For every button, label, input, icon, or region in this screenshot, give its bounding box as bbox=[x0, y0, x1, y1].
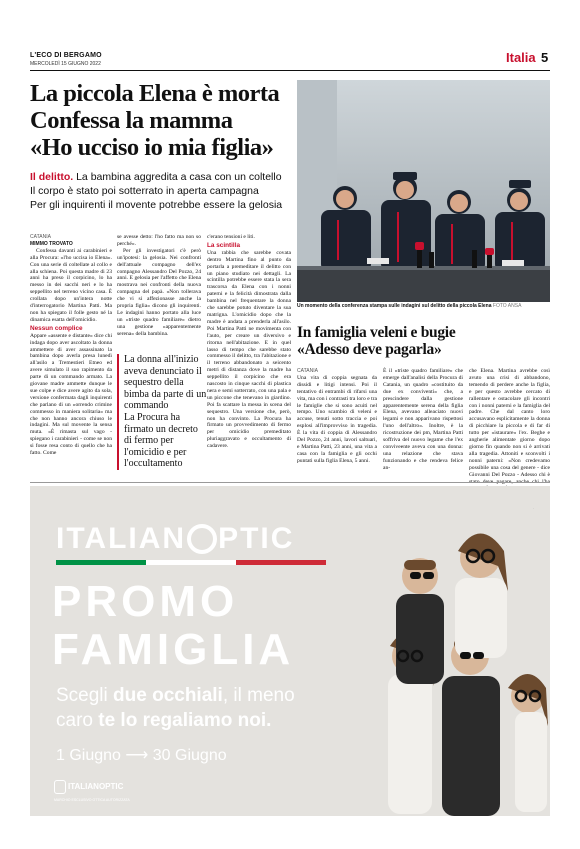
promo-dates bbox=[56, 745, 227, 765]
headline-line-3: «Ho ucciso io mia figlia» bbox=[30, 134, 274, 161]
pull-quote-2: La Procura ha firmato un decreto di fermo per l'omicidio e per l'occultamento bbox=[117, 412, 208, 470]
pull-quote-1: La donna all'inizio aveva denunciato il sequestro della bimba da parte di un commando bbox=[117, 354, 208, 412]
second-paragraph-3: che Elena. Martina avrebbe così avuto una crisi di abbandono, temendo di perdere anche la figlia, e per questo avrebbe cercato di rallentare e ostacolare gli incontri con i nonni paterni e la famiglia del padre. Che dal canto loro accusavano esplicitamente la donna di picchiare la piccola e di far di tutto per «istaurare» l'ex. Beghe e angherie alimentate giorno dopo giorno fin quando non si è arrivati alla tragedia. Attoniti e sconvolti i nonni paterni: «Non credevamo possibile una cosa del genere - dice Giovanni Del Pozzo - Adesso chi è bbox=[469, 368, 550, 478]
press-conference-photo bbox=[297, 80, 550, 302]
lead-subheading-2: La scintilla bbox=[207, 241, 241, 249]
page-number: 5 bbox=[541, 50, 549, 65]
lead-column-3 bbox=[207, 234, 291, 450]
ad-vertical-code: · bbox=[531, 508, 536, 510]
lead-column-2 bbox=[117, 234, 201, 338]
tag-1a: Scegli bbox=[56, 685, 114, 706]
section-label: Italia bbox=[506, 50, 536, 65]
headline-line-2: Confessa la mamma bbox=[30, 107, 233, 134]
owl-o-icon bbox=[187, 524, 217, 554]
date-to: 30 Giugno bbox=[152, 747, 227, 764]
second-paragraph-2: È il «triste quadro familiare» che emerge dall'analisi della Procura di Catania, un quadro «costituito da due ex conviventi» che, a prescindere dalla gestione apparentemente serena della figlia Elena, avevano alleaciato nuovi legami e non apparivano rispettosi l'uno dell'altro». Inoltre, è la ricostruzione dei pm, Martina Patti soffriva del nuovo legame che l'ex conviveente aveva con una donna: una relazione che stava funzionando e che rendeva felice an- bbox=[383, 368, 463, 471]
tag-1b: due occhiali bbox=[113, 685, 223, 706]
second-headline-line-2: «Adesso deve pagarla» bbox=[297, 341, 442, 358]
ad-divider bbox=[30, 482, 550, 483]
second-paragraph-1: Una vita di coppia segnata da dissidi e litigi intensi. Poi il tentativo di entrambi di rifarsi una vita, ma con i contrasti tra loro e tra le famiglie che si sono acuiti nel tempo. Uno scambio di veleni e accuse, tenuti sotto traccia e poi esplosi all'improvviso in tragedia. È la vita di coppia di Alessandro Del Pozzo, 24 anni, lavori saltuari, e Martina Patti, 23 anni, una vita a casa con la famiglia e gli occhi puntati sulla figlia Elena, 5 anni. bbox=[297, 374, 377, 464]
lead-headline bbox=[30, 80, 292, 161]
second-headline-line-1: In famiglia veleni e bugie bbox=[297, 324, 456, 341]
lead-byline: MIMMO TROVATO bbox=[30, 240, 73, 247]
promo-word-1: PROMO bbox=[52, 577, 239, 626]
owl-icon bbox=[54, 780, 66, 794]
second-column-3 bbox=[469, 368, 550, 492]
second-column-2 bbox=[383, 368, 463, 472]
caption-text: Un momento della conferenza stampa sulle indagini sul delitto della piccola Elena bbox=[297, 303, 492, 309]
lead-column-1 bbox=[30, 234, 112, 457]
brand-right: PTIC bbox=[218, 522, 295, 555]
kicker: Il delitto. bbox=[30, 171, 74, 183]
ad-brand-logo bbox=[56, 522, 294, 556]
lead-paragraph-3: se avesse detto: l'ho fatto ma non so perché». bbox=[117, 234, 201, 247]
subhead-line-3: Per gli inquirenti il movente potrebbe essere la gelosia bbox=[30, 199, 283, 211]
tag-1c: , il meno bbox=[222, 685, 295, 706]
second-dateline: CATANIA bbox=[297, 368, 318, 374]
newspaper-name: L'ECO DI BERGAMO bbox=[30, 52, 102, 59]
lead-paragraph-6: Una rabbia che sarebbe covata dentro Martina fino al punto da portarla a premeditare il delitto con un piano studiato nei dettagli. La scintilla potrebbe essere stata la sera trascorsa da Elena con i nonni paterni e la felicità dimostrata dalla bambina nel frequentare la donna che sarebbe potuto diventare la sua matrigna. L'omicidio dopo che la madre è andata a prenderla all'asilo. Poi Martina Patti ne movimenta con l'auto, per creare un diversivo e ritorna nell'abitazione. E in quel lasso di tempo che sarebbe stato commesso il delitto, tra l'abitazione e il terreno abbandonato a seicento metri di distanza dove la madre ha seppellito il corpicino che era nascosto in cinque sacchi di plastica nera e semi sotterrato, con una pala e un piccone che tenevano in giardino. Poi fa scattare la messa in scena del sequestro. Una versione che, però, non ha convinto. La Procura ha firmato un provvedimento di fermo per omicidio premeditato pluriaggravato e occultamento di cadavere. bbox=[207, 249, 291, 450]
photo-caption bbox=[297, 303, 550, 309]
header-rule bbox=[30, 70, 550, 71]
second-headline bbox=[297, 324, 550, 358]
lead-subheading-1: Nessun complice bbox=[30, 324, 83, 332]
lead-paragraph-4: Per gli investigatori c'è però un'ipotesi: la gelosia. Nei confronti dell'attuale compagno dell'ex compagno Alessandro Del Pozzo, 24 anni. E gelosia per l'affetto che Elena mostrava nei confronti della nuova compagna del papà. «Non tollerava che vi si affezionasse anche la propria figlia» dicono gli inquirenti. Le indagini hanno portato alla luce un «triste quadro familiare» dietro una gestione «apparentemente serena» della bambina. bbox=[117, 247, 201, 337]
lead-dateline: CATANIA bbox=[30, 234, 51, 240]
second-column-1 bbox=[297, 368, 377, 465]
lead-subhead bbox=[30, 170, 292, 212]
family-photo bbox=[330, 506, 550, 816]
lead-paragraph-2: Appare «assente e distante» dice chi indaga dopo aver ascoltato la donna ammettere di aver assassinato la bambina dopo averla presa lunedì all'asilo a Tremestieri Etneo ed avere simulato il suo rapimento da parte di un commando armato. La giovane madre ammette dunque le sue colpe e dice avere agito da sola, versione confermata dagli inquirenti che parlano di un «orrendo crimine commesso in maniera solitaria» ma che non hanno ancora chiuso le indagini. Ma sul movente la sensa muta. «È rimasta sul vago - spiegano i carabinieri - come se non si fosse resa conto di quello che ha fatto. Come bbox=[30, 332, 112, 457]
issue-date: MERCOLEDÌ 15 GIUGNO 2022 bbox=[30, 61, 101, 67]
subhead-line-1: La bambina aggredita a casa con un coltello bbox=[76, 171, 282, 183]
ad-logo-tagline: MARCHIO ESCLUSIVO OTTICA AUTORIZZATA bbox=[54, 798, 130, 802]
italian-optic-advertisement bbox=[30, 486, 550, 816]
press-conference-illustration bbox=[297, 80, 550, 302]
ad-tagline-1 bbox=[56, 684, 295, 708]
subhead-line-2: Il corpo è stato poi sotterrato in aperta campagna bbox=[30, 185, 259, 197]
ad-tagline-2 bbox=[56, 709, 271, 733]
brand-left: ITALIAN bbox=[56, 522, 187, 555]
lead-paragraph-1: Confessa davanti ai carabinieri e alla Procura: «l'ho uccisa io Elena». Con una serie di coltellate al collo e alla schiena. Poi questa madre di 23 anni ha preso il corpicino, lo ha messo in dei sacchi neri e lo ha seppellito nel terreno vicino casa. È crollata dopo un'intera notte d'interrogatorio Martina Patti. Ma non ha spiegato il folle gesto né la dinamica esatta dell'omicidio. bbox=[30, 247, 112, 323]
italian-flag-stripe bbox=[56, 560, 326, 565]
lead-paragraph-5: c'erano tensioni e liti. bbox=[207, 234, 255, 240]
photo-credit: FOTO ANSA bbox=[492, 303, 522, 309]
date-from: 1 Giugno bbox=[56, 747, 121, 764]
tag-2a: caro bbox=[56, 710, 99, 731]
ad-small-logo: ITALIANOPTIC bbox=[68, 782, 124, 791]
tag-2b: te lo regaliamo noi. bbox=[98, 710, 272, 731]
arrow-right-icon: ⟶ bbox=[125, 747, 149, 764]
headline-line-1: La piccola Elena è morta bbox=[30, 80, 280, 107]
promo-word-2: FAMIGLIA bbox=[52, 625, 295, 674]
